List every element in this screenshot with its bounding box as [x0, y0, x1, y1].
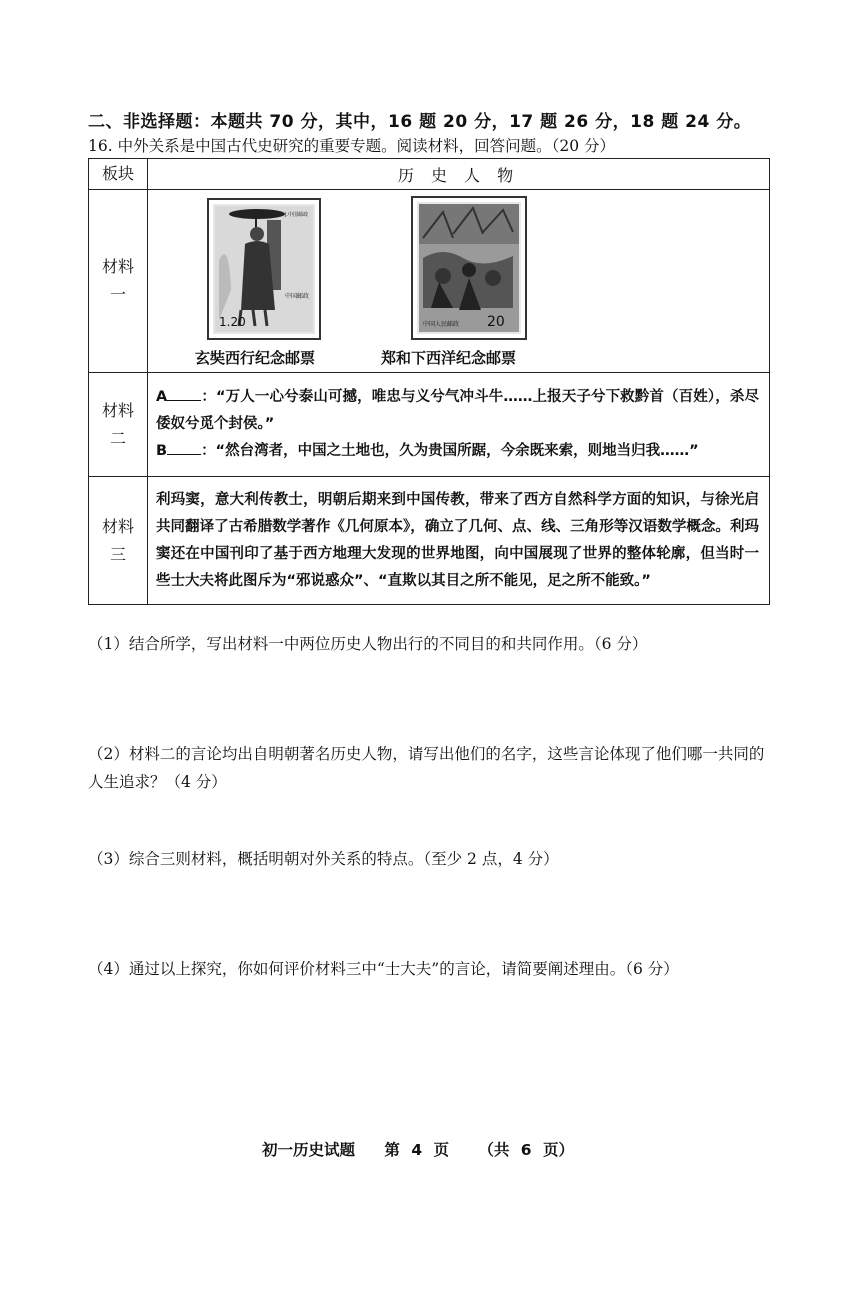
subquestion-3: （3）综合三则材料，概括明朝对外关系的特点。（至少 2 点，4 分） — [88, 850, 559, 868]
stamp1-country: 中国邮政 — [285, 293, 310, 300]
subquestion-4: （4）通过以上探究，你如何评价材料三中“士大夫”的言论，请简要阐述理由。（6 分） — [88, 960, 679, 978]
zhenghe-stamp-image — [411, 196, 527, 340]
answer-blank-a[interactable] — [167, 386, 201, 401]
subquestion-2: （2）材料二的言论均出自明朝著名历史人物，请写出他们的名字，这些言论体现了他们哪一共同的人生追求？（4 分） — [88, 745, 765, 791]
material1-label-line2: 一 — [109, 285, 126, 304]
header-col1: 板块 — [89, 159, 148, 190]
section-title: 二、非选择题：本题共 70 分，其中，16 题 20 分，17 题 26 分，18 题 24 分。 — [88, 112, 752, 132]
question-16-intro: 16. 中外关系是中国古代史研究的重要专题。阅读材料，回答问题。（20 分） — [88, 137, 615, 155]
answer-blank-b[interactable] — [167, 440, 201, 455]
caption-zhenghe: 郑和下西洋纪念邮票 — [381, 349, 517, 367]
page-footer — [262, 1138, 592, 1160]
material3-content: 利玛窦，意大利传教士，明朝后期来到中国传教，带来了西方自然科学方面的知识，与徐光启共同翻译了古希腊数学著作《几何原本》，确立了几何、点、线、三角形等汉语数学概念。利玛窦还在中国刊印了基于西方地理大发现的世界地图，向中国展现了世界的整体轮廓，但当时一些士大夫将此图斥为“邪说惑众”、“直欺以其目之所不能见，足之所不能致。” — [148, 477, 770, 605]
line-b-text: ：“然台湾者，中国之土地也，久为贵国所踞，今余既来索，则地当归我……” — [201, 443, 699, 459]
footer-subject: 初一历史试题 — [262, 1141, 356, 1159]
line-b-prefix: B — [156, 443, 168, 459]
material2-label-line2: 二 — [109, 428, 126, 448]
stamp1-value: 1.20 — [219, 315, 246, 329]
xuanzang-stamp-image — [207, 198, 321, 340]
material2-content — [148, 373, 770, 477]
stamp2-country: 中国人民邮政 — [423, 321, 460, 328]
header-col2: 历 史 人 物 — [148, 159, 770, 190]
material3-label-line2: 三 — [109, 544, 126, 564]
material2-line-a — [156, 384, 759, 438]
caption-xuanzang: 玄奘西行纪念邮票 — [195, 349, 316, 367]
stamp1-top-text: J.中国邮政 — [285, 212, 309, 218]
line-a-text: ：“万人一心兮泰山可撼，唯忠与义兮气冲斗牛……上报天子兮下救黔首（百姓），杀尽倭奴兮觅个封侯。” — [156, 389, 759, 432]
footer-total: （共 6 页） — [478, 1141, 574, 1159]
material2-line-b — [156, 438, 759, 465]
stamp2-value: 20 — [487, 314, 505, 330]
material1-label-line1: 材料 — [101, 257, 134, 276]
material3-label-line1: 材料 — [101, 516, 134, 536]
material3-label — [89, 477, 148, 605]
subquestion-1: （1）结合所学，写出材料一中两位历史人物出行的不同目的和共同作用。（6 分） — [88, 635, 648, 653]
footer-page: 第 4 页 — [384, 1141, 449, 1159]
materials-table — [88, 158, 770, 605]
line-a-prefix: A — [156, 389, 168, 405]
material2-label — [89, 373, 148, 477]
material1-label — [89, 190, 148, 373]
material1-content — [148, 190, 770, 373]
material2-label-line1: 材料 — [101, 400, 134, 420]
